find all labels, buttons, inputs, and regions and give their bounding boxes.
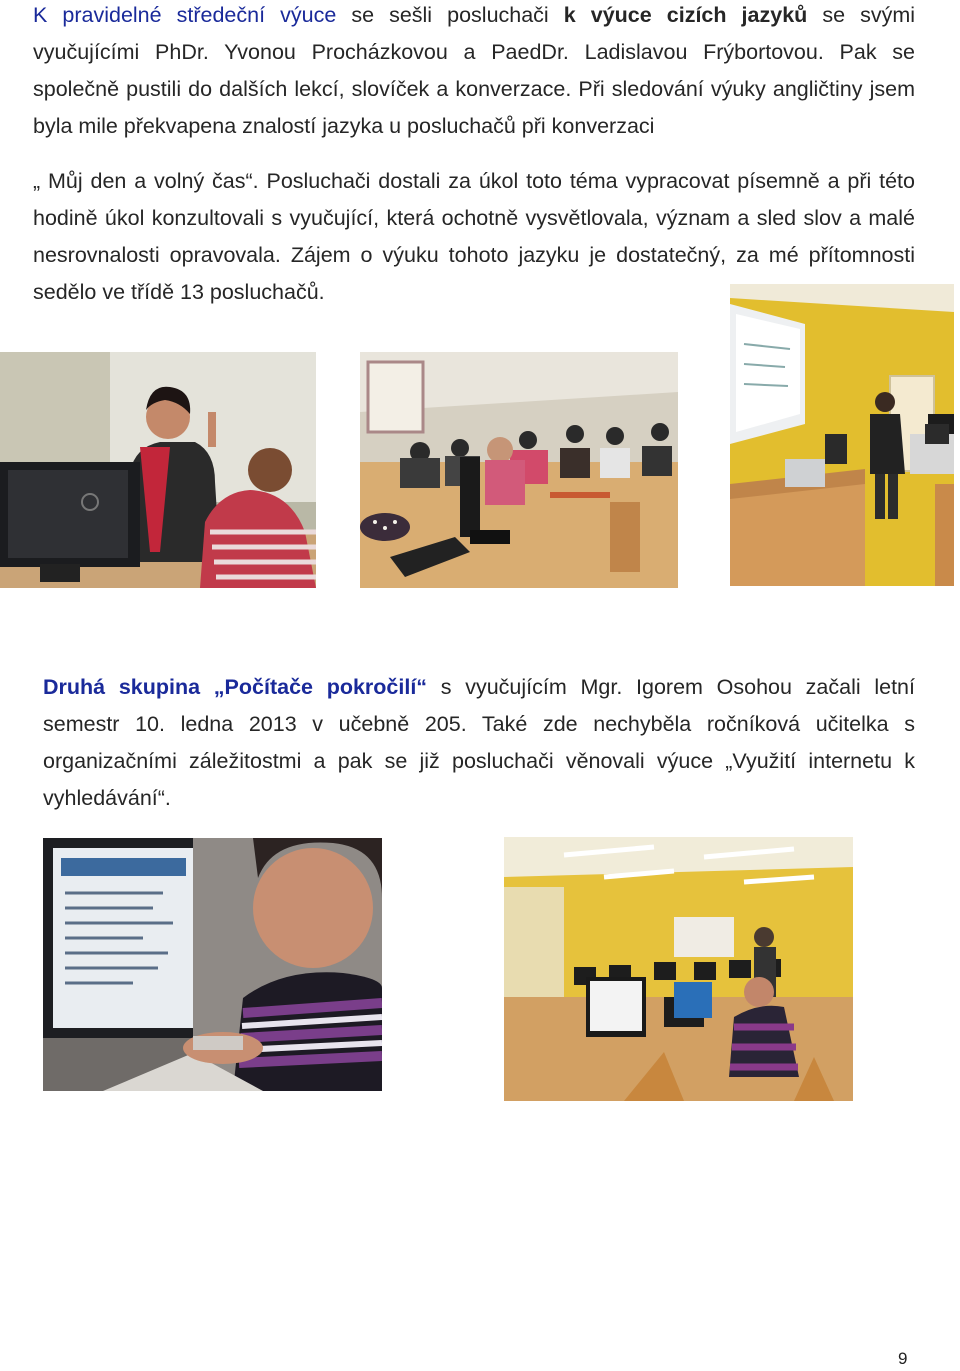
photo-student-at-computer (43, 838, 382, 1091)
text-run: „ Můj den a volný čas“. Posluchači dostali za úkol toto téma vypracovat písemně a při této hodině úkol konzultovali s vyučující, která ochotně vysvětlovala, význam a sled slov a malé nesrovnalosti opravovala. Zájem o výuku tohoto jazyku je dostatečný, za mé přítomnosti sedělo ve třídě 13 posluchačů. (33, 169, 915, 304)
bold-phrase: k výuce cizích jazyků (563, 3, 808, 27)
text-run: se svými vyučujícími PhDr. Yvonou Procházkovou a PaedDr. Ladislavou Frýbortovou. Pak se společně pustili do dalších lekcí, slovíček a konverzace. Při sledování výuky angličtiny jsem byla mile překvapena znalostí jazyka u posluchačů při konverzaci (33, 3, 916, 138)
photo-computer-lab (504, 837, 853, 1101)
photo-teacher-at-whiteboard (0, 352, 316, 588)
group-heading: Druhá skupina „Počítače pokročilí“ (43, 675, 428, 699)
photo-classroom-students (360, 352, 678, 588)
text-run: s vyučujícím Mgr. Igorem Osohou začali letní semestr 10. ledna 2013 v učebně 205. Také zde nechyběla ročníková učitelka s organizačními záležitostmi a pak se již posluchači věnovali výuce „Využití internetu k vyhledávání“. (43, 675, 915, 810)
photo-projector-classroom (730, 284, 954, 586)
text-run: se sešli posluchači (336, 3, 564, 27)
paragraph-computer-group (43, 669, 915, 817)
paragraph-language-class (33, 0, 915, 311)
intro-link-text[interactable]: K pravidelné středeční výuce (33, 3, 337, 27)
page-number: 9 (898, 1349, 908, 1368)
